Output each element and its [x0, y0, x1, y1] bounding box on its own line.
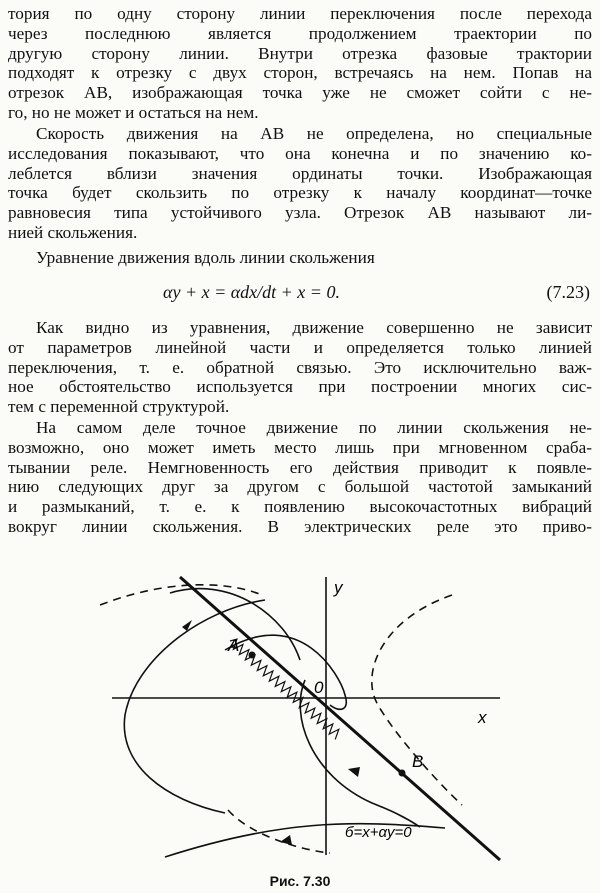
- paragraph-2: [8, 124, 592, 243]
- point-b-marker: [399, 770, 406, 777]
- sliding-vibration: [227, 637, 341, 740]
- text-line: от параметров линейной части и определяется только линией: [8, 337, 592, 357]
- point-a-marker: [249, 652, 256, 659]
- text-line: тем с переменной структурой.: [8, 397, 230, 417]
- equation-number: (7.23): [546, 282, 590, 302]
- switching-line-label: б=x+αy=0: [345, 824, 412, 841]
- text-line: Уравнение движения вдоль линии скольжения: [36, 248, 375, 267]
- phase-portrait-figure: [0, 565, 600, 893]
- paragraph-4: [8, 318, 592, 417]
- text-line: го, но не может и остаться на нем.: [8, 102, 259, 122]
- figure-caption: Рис. 7.30: [269, 873, 331, 889]
- text-line: возможно, оно может иметь место лишь при мгновенном сраба-: [8, 437, 592, 457]
- dashed-curve: [100, 585, 262, 605]
- text-line: леблется вблизи значения ординаты точки. Изображающая: [8, 163, 592, 183]
- equation-7-23: [8, 282, 592, 304]
- dashed-curve: [228, 810, 330, 853]
- text-line: подходят к отрезку с двух сторон, встречаясь на нем. Попав на: [8, 63, 592, 83]
- arrow-icon: [280, 835, 292, 845]
- text-line: отрезок AB, изображающая точка уже не сможет сойти с не-: [8, 83, 592, 103]
- origin-label: 0: [314, 678, 324, 697]
- point-b-label: B: [412, 752, 424, 771]
- text-line: Скорость движения на AB не определена, но специальные: [36, 124, 592, 143]
- text-line: ное обстоятельство используется при построении многих сис-: [8, 377, 592, 397]
- trajectory-right-inner: [300, 680, 420, 827]
- dashed-curve: [372, 595, 462, 805]
- text-line: тория по одну сторону линии переключения после перехода: [8, 4, 592, 23]
- equation-formula: αy + x = αdx/dt + x = 0.: [163, 282, 340, 302]
- text-line: точка будет скользить по отрезку к началу координат—точке: [8, 183, 592, 203]
- text-line: На самом деле точное движение по линии скольжения не-: [36, 418, 592, 437]
- text-line: равновесия типа устойчивого узла. Отрезок AB называют ли-: [8, 203, 592, 223]
- x-axis-label: x: [478, 708, 487, 727]
- text-line: нией скольжения.: [8, 222, 138, 242]
- text-line: вокруг линии скольжения. В электрических реле это приво-: [8, 516, 592, 536]
- text-line: Как видно из уравнения, движение совершенно не зависит: [36, 318, 592, 337]
- text-line: исследования показывают, что она конечна и по значению ко-: [8, 143, 592, 163]
- arrow-icon: [348, 767, 360, 777]
- text-line: переключения, т. е. обратной связью. Это исключительно важ-: [8, 357, 592, 377]
- paragraph-5: [8, 418, 592, 537]
- text-line: другую сторону линии. Внутри отрезка фазовые трактории: [8, 43, 592, 63]
- y-axis-label: y: [334, 578, 343, 597]
- text-line: нию следующих друг за другом с большой частотой замыканий: [8, 477, 592, 497]
- switching-line: [180, 577, 500, 860]
- text-line: через последнюю является продолжением траектории по: [8, 23, 592, 43]
- paragraph-3: [8, 248, 592, 268]
- text-line: тывании реле. Немгновенность его действия приводит к появле-: [8, 457, 592, 477]
- text-line: и размыканий, т. е. к появлению высокочастотных вибраций: [8, 497, 592, 517]
- paragraph-1: [8, 4, 592, 123]
- point-a-label: A: [228, 636, 240, 655]
